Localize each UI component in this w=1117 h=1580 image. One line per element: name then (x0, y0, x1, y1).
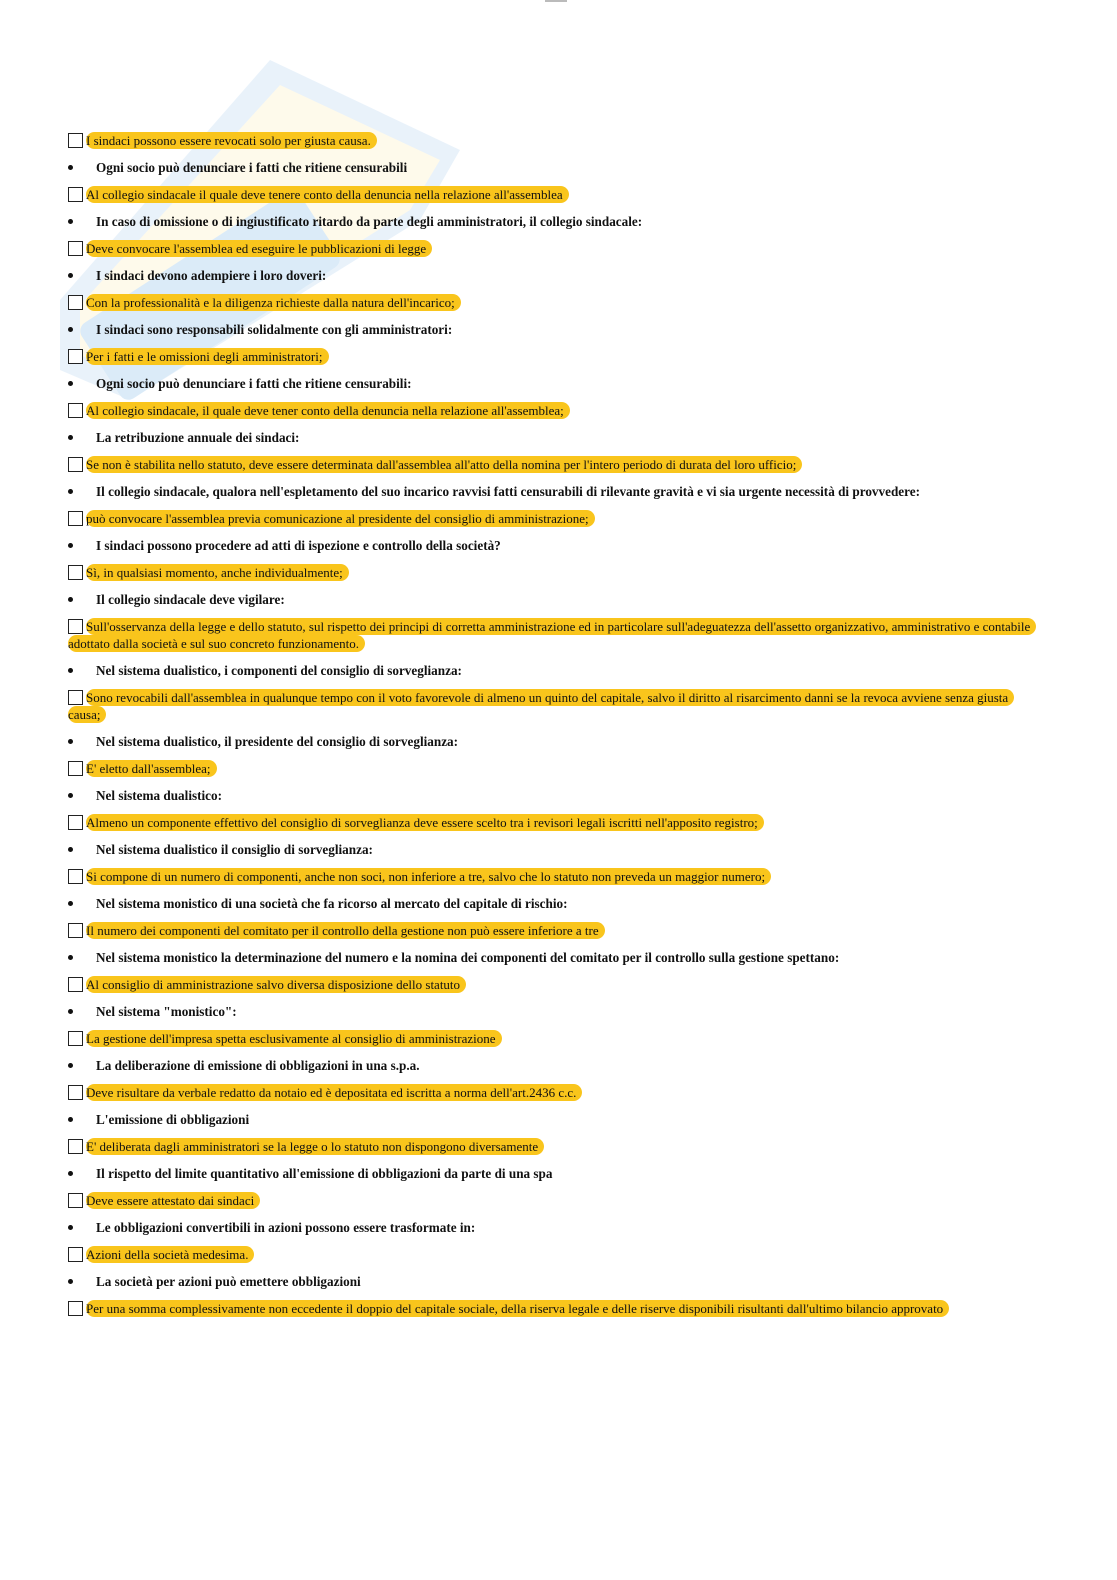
question-text: L'emissione di obbligazioni (96, 1112, 250, 1127)
answer-checkbox[interactable] (68, 815, 83, 830)
answer-checkbox[interactable] (68, 869, 83, 884)
question-item (68, 1165, 1048, 1182)
answer-text: Con la professionalità e la diligenza richieste dalla natura dell'incarico; (86, 294, 461, 311)
question-text: Le obbligazioni convertibili in azioni possono essere trasformate in: (96, 1220, 476, 1235)
question-text: Il collegio sindacale, qualora nell'espletamento del suo incarico ravvisi fatti censurabili di rilevante gravità e vi sia urgente necessità di provvedere: (96, 484, 921, 499)
answer-checkbox[interactable] (68, 1301, 83, 1316)
page-header-mark (545, 0, 567, 2)
answer-item (68, 132, 1048, 149)
question-text: Nel sistema dualistico il consiglio di sorveglianza: (96, 842, 373, 857)
question-text: Il rispetto del limite quantitativo all'emissione di obbligazioni da parte di una spa (96, 1166, 553, 1181)
bullet-icon (68, 327, 73, 332)
question-text: La deliberazione di emissione di obbligazioni in una s.p.a. (96, 1058, 420, 1073)
bullet-icon (68, 489, 73, 494)
answer-text: E' eletto dall'assemblea; (86, 760, 217, 777)
answer-checkbox[interactable] (68, 403, 83, 418)
answer-text: Deve essere attestato dai sindaci (86, 1192, 260, 1209)
answer-checkbox[interactable] (68, 241, 83, 256)
question-item (68, 895, 1048, 912)
bullet-icon (68, 543, 73, 548)
answer-checkbox[interactable] (68, 1193, 83, 1208)
question-text: La retribuzione annuale dei sindaci: (96, 430, 300, 445)
question-item (68, 375, 1048, 392)
question-item (68, 787, 1048, 804)
question-item (68, 321, 1048, 338)
answer-item (68, 456, 1048, 473)
quiz-content (68, 122, 1048, 1317)
bullet-icon (68, 1225, 73, 1230)
answer-checkbox[interactable] (68, 1085, 83, 1100)
bullet-icon (68, 901, 73, 906)
question-text: Nel sistema "monistico": (96, 1004, 237, 1019)
bullet-icon (68, 1171, 73, 1176)
question-text: I sindaci possono procedere ad atti di ispezione e controllo della società? (96, 538, 501, 553)
answer-item (68, 1192, 1048, 1209)
answer-text: Almeno un componente effettivo del consiglio di sorveglianza deve essere scelto tra i revisori legali iscritti nell'apposito registro; (86, 814, 764, 831)
answer-item (68, 294, 1048, 311)
bullet-icon (68, 165, 73, 170)
question-item (68, 537, 1048, 554)
answer-text: La gestione dell'impresa spetta esclusivamente al consiglio di amministrazione (86, 1030, 502, 1047)
answer-text: Il numero dei componenti del comitato per il controllo della gestione non può essere inferiore a tre (86, 922, 605, 939)
bullet-icon (68, 597, 73, 602)
answer-item (68, 976, 1048, 993)
answer-item (68, 510, 1048, 527)
bullet-icon (68, 219, 73, 224)
question-item (68, 483, 1048, 500)
bullet-icon (68, 793, 73, 798)
answer-checkbox[interactable] (68, 1247, 83, 1262)
answer-checkbox[interactable] (68, 977, 83, 992)
answer-checkbox[interactable] (68, 133, 83, 148)
bullet-icon (68, 739, 73, 744)
question-item (68, 429, 1048, 446)
answer-text: E' deliberata dagli amministratori se la legge o lo statuto non dispongono diversamente (86, 1138, 544, 1155)
question-item (68, 1111, 1048, 1128)
question-text: Nel sistema dualistico: (96, 788, 223, 803)
answer-text: Si compone di un numero di componenti, anche non soci, non inferiore a tre, salvo che lo statuto non preveda un maggior numero; (86, 868, 771, 885)
question-text: Nel sistema monistico di una società che fa ricorso al mercato del capitale di rischio: (96, 896, 568, 911)
answer-item (68, 186, 1048, 203)
question-item (68, 841, 1048, 858)
answer-text: Se non è stabilita nello statuto, deve essere determinata dall'assemblea all'atto della nomina per l'intero periodo di durata del loro ufficio; (86, 456, 802, 473)
answer-item (68, 1030, 1048, 1047)
answer-text: Sono revocabili dall'assemblea in qualunque tempo con il voto favorevole di almeno un quinto del capitale, salvo il diritto al risarcimento danni se la revoca avviene senza giusta causa; (68, 689, 1014, 723)
question-item (68, 662, 1048, 679)
question-item (68, 1273, 1048, 1290)
answer-checkbox[interactable] (68, 187, 83, 202)
question-text: La società per azioni può emettere obbligazioni (96, 1274, 361, 1289)
bullet-icon (68, 381, 73, 386)
answer-text: Per i fatti e le omissioni degli amministratori; (86, 348, 329, 365)
question-item (68, 1057, 1048, 1074)
answer-item (68, 618, 1048, 652)
answer-text: Deve convocare l'assemblea ed eseguire le pubblicazioni di legge (86, 240, 432, 257)
question-item (68, 1219, 1048, 1236)
question-item (68, 949, 1048, 966)
answer-checkbox[interactable] (68, 619, 83, 634)
answer-checkbox[interactable] (68, 1139, 83, 1154)
answer-text: Azioni della società medesima. (86, 1246, 254, 1263)
question-text: I sindaci sono responsabili solidalmente con gli amministratori: (96, 322, 453, 337)
answer-item (68, 1084, 1048, 1101)
question-text: I sindaci devono adempiere i loro doveri: (96, 268, 327, 283)
question-item (68, 159, 1048, 176)
question-text: Nel sistema dualistico, i componenti del consiglio di sorveglianza: (96, 663, 462, 678)
bullet-icon (68, 273, 73, 278)
answer-item (68, 1246, 1048, 1263)
question-text: In caso di omissione o di ingiustificato ritardo da parte degli amministratori, il collegio sindacale: (96, 214, 643, 229)
answer-checkbox[interactable] (68, 511, 83, 526)
answer-checkbox[interactable] (68, 457, 83, 472)
bullet-icon (68, 1009, 73, 1014)
answer-text: Deve risultare da verbale redatto da notaio ed è depositata ed iscritta a norma dell'art.2436 c.c. (86, 1084, 582, 1101)
question-item (68, 267, 1048, 284)
answer-item (68, 1138, 1048, 1155)
question-text: Ogni socio può denunciare i fatti che ritiene censurabili: (96, 376, 412, 391)
answer-item (68, 348, 1048, 365)
question-text: Ogni socio può denunciare i fatti che ritiene censurabili (96, 160, 408, 175)
answer-item (68, 868, 1048, 885)
answer-checkbox[interactable] (68, 690, 83, 705)
question-text: Nel sistema dualistico, il presidente del consiglio di sorveglianza: (96, 734, 459, 749)
bullet-icon (68, 668, 73, 673)
answer-item (68, 922, 1048, 939)
answer-item (68, 814, 1048, 831)
answer-text: Al collegio sindacale, il quale deve tener conto della denuncia nella relazione all'assemblea; (86, 402, 570, 419)
answer-checkbox[interactable] (68, 565, 83, 580)
answer-checkbox[interactable] (68, 761, 83, 776)
bullet-icon (68, 435, 73, 440)
answer-checkbox[interactable] (68, 923, 83, 938)
question-item (68, 1003, 1048, 1020)
answer-item (68, 564, 1048, 581)
answer-text: può convocare l'assemblea previa comunicazione al presidente del consiglio di amministrazione; (86, 510, 595, 527)
answer-text: Per una somma complessivamente non eccedente il doppio del capitale sociale, della riserva legale e delle riserve disponibili risultanti dall'ultimo bilancio approvato (86, 1300, 949, 1317)
answer-checkbox[interactable] (68, 295, 83, 310)
answer-text: Al collegio sindacale il quale deve tenere conto della denuncia nella relazione all'assemblea (86, 186, 569, 203)
answer-text: Al consiglio di amministrazione salvo diversa disposizione dello statuto (86, 976, 466, 993)
answer-item (68, 760, 1048, 777)
answer-item (68, 689, 1048, 723)
answer-text: Sì, in qualsiasi momento, anche individualmente; (86, 564, 349, 581)
question-item (68, 213, 1048, 230)
answer-checkbox[interactable] (68, 1031, 83, 1046)
answer-item (68, 1300, 1048, 1317)
question-item (68, 733, 1048, 750)
bullet-icon (68, 1279, 73, 1284)
answer-text: Sull'osservanza della legge e dello statuto, sul rispetto dei principi di corretta amministrazione ed in particolare sull'adeguatezza dell'assetto organizzativo, amministrativo e contabile adottato dalla società e sul suo concreto funzionamento. (68, 618, 1036, 652)
answer-checkbox[interactable] (68, 349, 83, 364)
bullet-icon (68, 847, 73, 852)
bullet-icon (68, 1117, 73, 1122)
answer-item (68, 240, 1048, 257)
question-text: Nel sistema monistico la determinazione del numero e la nomina dei componenti del comitato per il controllo sulla gestione spettano: (96, 950, 840, 965)
question-item (68, 591, 1048, 608)
answer-text: I sindaci possono essere revocati solo per giusta causa. (86, 132, 377, 149)
bullet-icon (68, 1063, 73, 1068)
bullet-icon (68, 955, 73, 960)
answer-item (68, 402, 1048, 419)
question-text: Il collegio sindacale deve vigilare: (96, 592, 285, 607)
